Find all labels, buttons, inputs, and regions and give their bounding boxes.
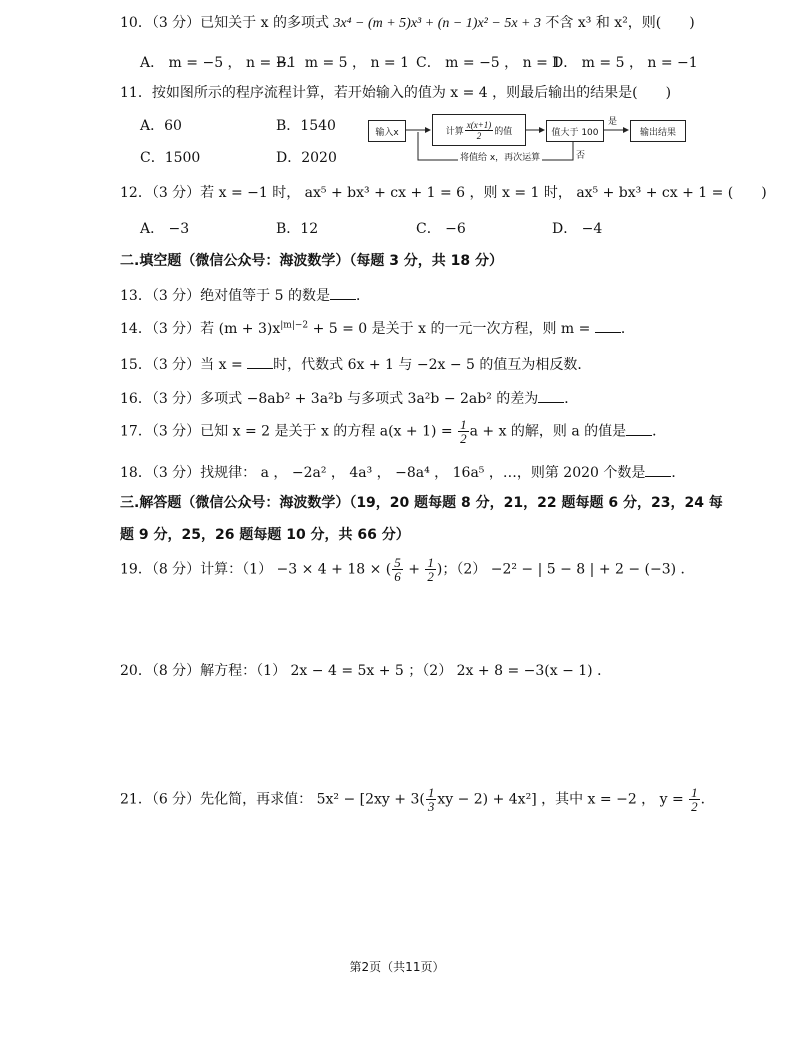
q19-text: 19．（8 分）计算：（1） −3 × 4 + 18 × ( (120, 561, 392, 578)
q10-option-c: C． m = −5 ， n = 1 (416, 55, 562, 71)
q15-answer-blank[interactable] (247, 356, 273, 369)
program-flowchart (368, 114, 686, 172)
q19-f2-numerator: 1 (427, 555, 434, 570)
q12-option-b: B．12 (276, 221, 319, 237)
q17-fraction (458, 418, 469, 445)
compute-numerator: x(x+1) (466, 119, 492, 130)
question-17 (120, 418, 666, 445)
q14-exponent: |m|−2 (280, 320, 309, 331)
q21-text: 21．（6 分）先化简，再求值： 5x² − [2xy + 3( (120, 791, 425, 808)
q16-answer-blank[interactable] (538, 390, 564, 403)
q19-f1-denominator: 6 (394, 569, 401, 584)
flowchart-yes-label: 是 (608, 117, 618, 127)
question-20: 20．（8 分）解方程：（1） 2x − 4 = 5x + 5 ；（2） 2x + 8 = −3(x − 1) ． (120, 663, 612, 679)
q21-mid: xy − 2) + 4x²] ，其中 x = −2 ， y = (437, 791, 689, 808)
flowchart-output-box: 输出结果 (630, 120, 686, 142)
section-3-heading-line1: 三.解答题（微信公众号：海波数学）（19，20 题每题 8 分，21，22 题每题 6 分，23，24 每 (120, 495, 723, 511)
q11-option-c: C．1500 (140, 150, 201, 166)
q19-fraction-2 (425, 556, 436, 583)
compute-denominator: 2 (476, 130, 482, 141)
question-19 (120, 556, 695, 583)
q12-option-a: A． −3 (140, 221, 190, 237)
q13-end: ． (355, 288, 370, 304)
q16-end: ． (564, 391, 579, 407)
q14-end: ． (620, 321, 635, 337)
flowchart-input-box: 输入x (368, 120, 406, 142)
question-21 (120, 786, 715, 813)
q14-text: 14．（3 分）若 (m + 3)x (120, 321, 281, 337)
q21-fraction-y (689, 786, 700, 813)
q13-text: 13．（3 分）绝对值等于 5 的数是 (120, 288, 330, 304)
question-18 (120, 462, 685, 482)
q17-answer-blank[interactable] (626, 423, 652, 436)
q19-fraction-1 (392, 556, 403, 583)
q19-end: )；（2） −2² − | 5 − 8 | + 2 − (−3) ． (436, 561, 695, 578)
q21-f-denominator: 3 (427, 799, 435, 814)
q21-fraction-1 (426, 786, 437, 813)
q19-f1-numerator: 5 (394, 555, 401, 570)
q11-option-a: A．60 (140, 118, 182, 134)
question-14 (120, 318, 635, 338)
flowchart-loop-label: 将值给 x，再次运算 (458, 150, 542, 163)
q13-answer-blank[interactable] (330, 287, 356, 300)
section-2-heading: 二.填空题（微信公众号：海波数学）（每题 3 分，共 18 分） (120, 253, 504, 269)
q18-answer-blank[interactable] (645, 464, 671, 477)
q10-prefix: 10．（3 分）已知关于 x 的多项式 (120, 15, 334, 31)
q18-end: ． (671, 465, 686, 481)
question-12-stem: 12．（3 分）若 x = −1 时， ax⁵ + bx³ + cx + 1 = 6 ，则 x = 1 时， ax⁵ + bx³ + cx + 1 = ( ) (120, 185, 767, 201)
page-footer: 第2页（共11页） (349, 960, 445, 974)
q16-text: 16．（3 分）多项式 −8ab² + 3a²b 与多项式 3a²b − 2ab² 的差为 (120, 391, 539, 407)
q11-option-b: B．1540 (276, 118, 336, 134)
q14-answer-blank[interactable] (595, 320, 621, 333)
question-15 (120, 354, 591, 374)
compute-fraction (465, 120, 494, 141)
q15-text: 15．（3 分）当 x = (120, 357, 248, 373)
compute-suffix: 的值 (494, 126, 513, 137)
q17-mid: a + x 的解，则 a 的值是 (469, 423, 627, 440)
question-11-stem: 11．按如图所示的程序流程计算，若开始输入的值为 x = 4 ，则最后输出的结果是( ) (120, 85, 672, 101)
q17-numerator: 1 (460, 417, 467, 432)
q10-expression: 3x⁴ − (m + 5)x³ + (n − 1)x² − 5x + 3 (333, 16, 541, 31)
q12-option-d: D． −4 (552, 221, 603, 237)
q18-text: 18．（3 分）找规律： a ， −2a² ， 4a³ ， −8a⁴ ， 16a⁵ ，…，则第 2020 个数是 (120, 465, 646, 481)
flowchart-compute-box (432, 114, 526, 146)
q17-denominator: 2 (460, 431, 467, 446)
q19-f2-denominator: 2 (427, 569, 434, 584)
q10-option-d: D． m = 5 ， n = −1 (552, 55, 698, 71)
q10-option-a: A． m = −5 ， n = −1 (140, 55, 297, 71)
flowchart-no-label: 否 (576, 151, 586, 161)
q21-y-denominator: 2 (691, 799, 698, 814)
q21-end: ． (700, 791, 715, 808)
q17-text: 17．（3 分）已知 x = 2 是关于 x 的方程 a(x + 1) = (120, 423, 458, 440)
section-3-heading-line2: 题 9 分，25，26 题每题 10 分，共 66 分） (120, 527, 410, 543)
q15-end: 时，代数式 6x + 1 与 −2x − 5 的值互为相反数． (273, 357, 592, 373)
q14-mid: + 5 = 0 是关于 x 的一元一次方程，则 m = (308, 321, 595, 337)
compute-prefix: 计算 (445, 126, 464, 137)
q10-suffix: 不含 x³ 和 x²，则( ) (540, 15, 695, 31)
flowchart-condition-box: 值大于 100 (546, 120, 604, 142)
q21-f-numerator: 1 (427, 785, 435, 800)
question-16 (120, 388, 578, 408)
q11-option-d: D．2020 (276, 150, 337, 166)
question-10-stem (120, 12, 695, 32)
q12-option-c: C． −6 (416, 221, 466, 237)
q17-end: ． (652, 423, 667, 440)
q19-plus: + (403, 561, 425, 578)
q21-y-numerator: 1 (691, 785, 698, 800)
question-13 (120, 285, 370, 305)
q10-option-b: B． m = 5 ， n = 1 (276, 55, 410, 71)
